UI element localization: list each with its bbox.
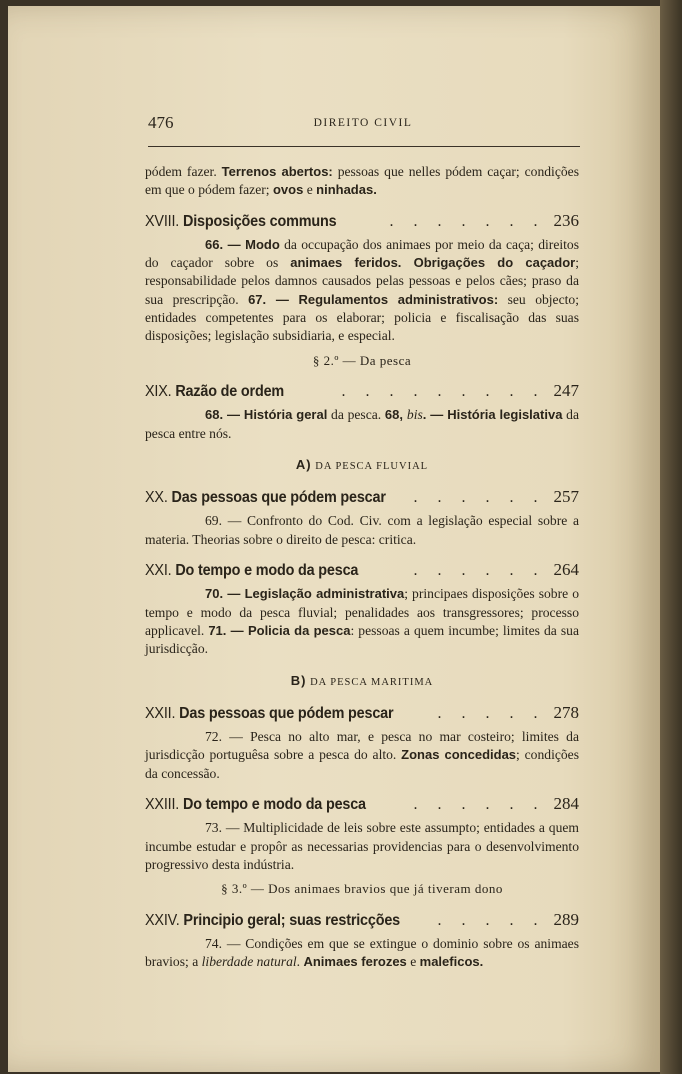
text-run: e (406, 954, 420, 970)
text-run: 69. — Confronto do Cod. Civ. com a legislação especial sobre a materia. Theorias sobre o direito de pesca: critica. (145, 513, 579, 547)
chapter-number: XVIII. (145, 212, 180, 230)
text-run: 72. — Pesca no alto mar, e pesca no mar costeiro; limites da jurisdicção portuguêsa sobre a pesca do alto. (145, 729, 579, 763)
leader-dots: . . . . . . . . . (341, 382, 546, 400)
subsection-title: DA PESCA MARITIMA (310, 676, 434, 688)
bold-run: 68, (384, 407, 407, 423)
bold-run: 71. — Policia da pesca (208, 622, 351, 638)
chapter-page: 247 (553, 380, 579, 400)
subsection-heading (145, 672, 579, 692)
bold-run: 66. — Modo (205, 236, 280, 252)
chapter-entry (145, 704, 579, 723)
bold-run: Terrenos abertos: (221, 164, 333, 179)
chapter-entry (145, 561, 579, 580)
leader-dots: . . . . . (437, 704, 546, 722)
italic-run: liberdade natural (201, 954, 297, 970)
subsection-letter: A) (295, 456, 312, 472)
summary-paragraph (145, 728, 579, 783)
chapter-title (145, 705, 393, 723)
summary-paragraph (145, 406, 579, 443)
bold-run: animaes feridos. Obrigações do caçador (290, 255, 576, 271)
text-run: ; responsabilidade pelos damnos causados pelas pessoas e pelos cães; praso da sua prescripção. (145, 255, 579, 307)
chapter-title (145, 489, 386, 507)
text-run: 74. — Condições em que se extingue o dominio sobre os animaes bravios; a (145, 935, 579, 970)
bold-run: . — História legislativa (422, 407, 563, 423)
text-run: da pesca. (327, 407, 385, 423)
bold-run: ovos (272, 182, 304, 198)
chapter-title (145, 796, 366, 814)
subsection-title: DA PESCA FLUVIAL (315, 460, 429, 472)
chapter-page: 278 (553, 702, 579, 722)
leader-dots: . . . . . . (413, 796, 546, 814)
section-heading: § 2.º — Da pesca (312, 352, 412, 368)
text-run: pessoas que nelles pódem caçar; condições em que o pódem fazer; (145, 164, 579, 198)
bold-run: ninhadas. (316, 182, 377, 198)
running-header (148, 113, 578, 135)
summary-paragraph (145, 935, 579, 972)
text-run: . (296, 954, 304, 970)
leader-dots: . . . . . (437, 911, 546, 929)
leader-dots: . . . . . . . (389, 212, 546, 230)
text-run: da occupação dos animaes por meio da caça; direitos do caçador sobre os (145, 236, 579, 271)
text-run: : pessoas a quem incumbe; limites da sua jurisdicção. (145, 622, 579, 657)
summary-paragraph (145, 236, 579, 346)
chapter-title (145, 912, 400, 930)
running-title: DIREITO CIVIL (313, 117, 413, 129)
bold-run: Zonas concedidas (401, 747, 517, 763)
page-number: 476 (148, 113, 174, 132)
subsection-letter: B) (290, 672, 307, 688)
summary-paragraph (145, 163, 579, 200)
table-of-contents (145, 163, 579, 971)
section-heading: § 3.º — Dos animaes bravios que já tiveram dono (221, 881, 503, 897)
chapter-entry (145, 488, 579, 507)
chapter-title (145, 383, 284, 401)
chapter-name: Das pessoas que pódem pescar (171, 489, 386, 507)
bold-run: maleficos. (419, 954, 484, 970)
summary-paragraph (145, 512, 579, 549)
book-gutter-edge (660, 0, 682, 1074)
subsection-heading (145, 456, 579, 476)
chapter-number: XXIII. (145, 796, 180, 814)
bold-run: Animaes ferozes (303, 954, 407, 970)
chapter-page: 257 (553, 487, 579, 507)
chapter-number: XX. (145, 489, 168, 507)
bold-run: 67. — Regulamentos administrativos: (248, 291, 499, 307)
text-run: 73. — Multiplicidade de leis sobre este assumpto; entidades a quem incumbe estudar e propôr as necessarias providencias para o desenvolvimento progressivo desta indústria. (145, 820, 579, 872)
chapter-number: XXII. (145, 704, 176, 722)
chapter-entry (145, 212, 579, 231)
leader-dots: . . . . . . (413, 489, 546, 507)
chapter-page: 289 (553, 909, 579, 929)
chapter-name: Do tempo e modo da pesca (175, 562, 359, 580)
text-run: seu objecto; entidades competentes para os elaborar; policia e fiscalisação das suas disposições; legislação subsidiaria, e especial. (145, 291, 579, 344)
text-run: ; principaes disposições sobre o tempo e modo da pesca fluvial; penalidades aos transgressores; processo applicavel. (145, 586, 579, 638)
chapter-number: XXI. (145, 562, 172, 580)
chapter-name: Das pessoas que pódem pescar (179, 704, 394, 722)
chapter-number: XIX. (145, 382, 172, 400)
chapter-entry (145, 911, 579, 930)
book-page (8, 6, 660, 1072)
summary-paragraph (145, 819, 579, 874)
chapter-name: Disposições communs (182, 212, 337, 230)
header-rule (148, 146, 580, 147)
bold-run: 70. — Legislação administrativa (205, 586, 405, 602)
summary-paragraph (145, 585, 579, 658)
chapter-name: Razão de ordem (175, 382, 285, 400)
leader-dots: . . . . . . (413, 562, 546, 580)
chapter-number: XXIV. (145, 911, 180, 929)
text-run: pódem fazer. (145, 164, 222, 179)
chapter-name: Do tempo e modo da pesca (182, 796, 366, 814)
text-run: ; condições da concessão. (145, 747, 579, 781)
chapter-entry (145, 795, 579, 814)
chapter-page: 236 (553, 210, 579, 230)
chapter-title (145, 213, 336, 231)
chapter-page: 284 (553, 794, 579, 814)
chapter-page: 264 (553, 560, 579, 580)
bold-run: 68. — História geral (205, 407, 328, 423)
italic-run: bis (406, 407, 423, 423)
chapter-entry (145, 382, 579, 401)
text-run: e (303, 182, 317, 198)
text-run: da pesca entre nós. (145, 407, 579, 441)
chapter-title (145, 562, 358, 580)
chapter-name: Principio geral; suas restricções (183, 911, 400, 929)
